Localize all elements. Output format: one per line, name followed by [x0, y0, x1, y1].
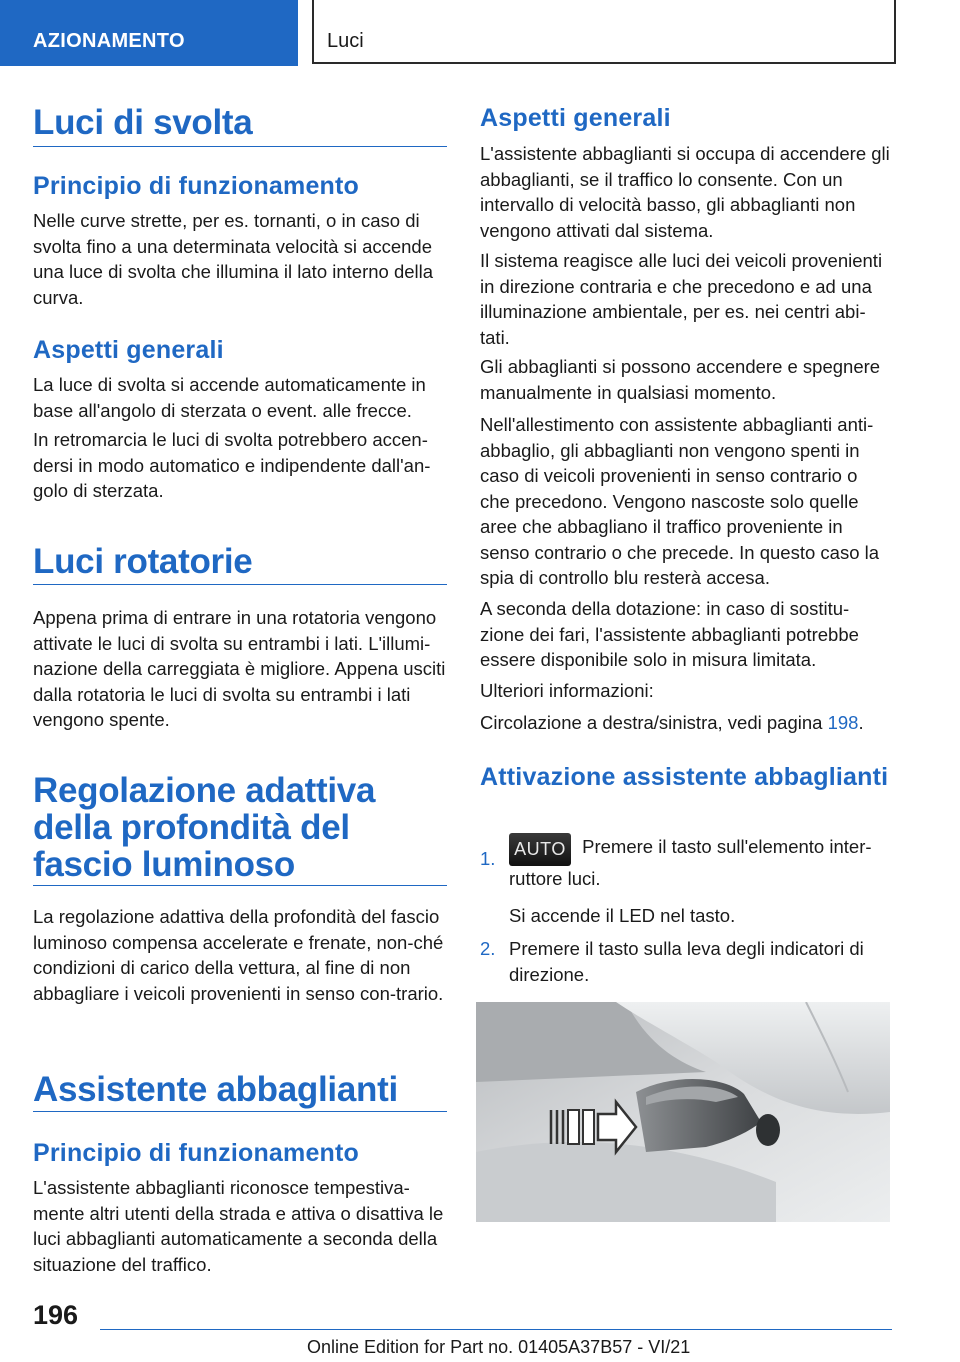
step-2-text: Premere il tasto sulla leva degli indicatori di direzione.: [509, 938, 864, 985]
lever-image: [476, 1002, 890, 1222]
step-1-text: Premere il tasto sull'elemento inter‐ruttore luci.: [509, 836, 872, 889]
paragraph-regolazione: La regolazione adattiva della profondità del fascio luminoso compensa accelerate e frenate, non‐ché condizioni di carico della vettura, al fine di non abbagliare i veicoli provenienti in senso con‐trario.: [33, 906, 444, 1004]
auto-button-icon: AUTO: [509, 833, 571, 866]
heading-rule: [33, 584, 447, 585]
paragraph-aspetti-1a: La luce di svolta si accende automaticamente in base all'angolo di sterzata o event. alle frecce.: [33, 374, 426, 421]
paragraph-aspetti-1b: In retromarcia le luci di svolta potrebbero accen‐dersi in modo automatico e indipendente dall'an‐golo di sterzata.: [33, 429, 431, 501]
footer-edition: Online Edition for Part no. 01405A37B57 - VI/21: [307, 1337, 691, 1357]
page-link-198[interactable]: 198: [827, 712, 859, 733]
paragraph-r2: Il sistema reagisce alle luci dei veicoli provenienti in direzione contraria e che precedono e ad una illuminazione ambientale, per es. nei centri abi‐tati.: [480, 250, 883, 348]
step-1: [509, 833, 892, 892]
paragraph-r3: Gli abbaglianti si possono accendere e spegnere manualmente in qualsiasi momento.: [480, 356, 881, 403]
step-number-2: 2.: [480, 938, 496, 959]
paragraph-r6: Ulteriori informazioni:: [480, 680, 654, 701]
heading-assistente-abbaglianti: Assistente abbaglianti: [33, 1070, 398, 1109]
paragraph-r1: L'assistente abbaglianti si occupa di accendere gli abbaglianti, se il traffico lo consente. Con un intervallo di velocità basso, gli abbaglianti non vengono attivati dal sistema.: [480, 143, 890, 241]
section-tab: AZIONAMENTO: [0, 0, 298, 66]
step-1-result: Si accende il LED nel tasto.: [509, 905, 736, 926]
page-number: 196: [33, 1300, 79, 1330]
heading-luci-rotatorie: Luci rotatorie: [33, 542, 253, 581]
heading-aspetti-1: Aspetti generali: [33, 336, 224, 364]
paragraph-principio-1: Nelle curve strette, per es. tornanti, o in caso di svolta fino a una determinata velocità si accende una luce di svolta che illumina il lato interno della curva.: [33, 210, 434, 308]
footer-rule: [100, 1329, 892, 1330]
heading-aspetti-2: Aspetti generali: [480, 104, 671, 132]
paragraph-principio-2: L'assistente abbaglianti riconosce tempestiva‐mente altri utenti della strada e attiva o disattiva le luci abbaglianti automaticamente a seconda della situazione del traffico.: [33, 1177, 444, 1275]
heading-rule: [33, 1111, 447, 1112]
heading-regolazione: Regolazione adattiva della profondità del fascio luminoso: [33, 771, 376, 884]
paragraph-r5: A seconda della dotazione: in caso di sostitu‐zione dei fari, l'assistente abbaglianti potrebbe essere disponibile solo in misura limitata.: [480, 598, 859, 670]
heading-principio-1: Principio di funzionamento: [33, 172, 360, 200]
heading-luci-di-svolta: Luci di svolta: [33, 103, 253, 142]
paragraph-r7: [480, 710, 892, 736]
chapter-title: Luci: [312, 0, 896, 64]
heading-rule: [33, 885, 447, 886]
crossref-end: .: [858, 712, 864, 733]
turn-signal-lever-illustration: [476, 1002, 890, 1222]
heading-rule: [33, 146, 447, 147]
heading-attivazione: Attivazione assistente abbaglianti: [480, 763, 889, 791]
heading-principio-2: Principio di funzionamento: [33, 1139, 360, 1167]
step-number-1: 1.: [480, 848, 496, 869]
paragraph-rotatorie: Appena prima di entrare in una rotatoria vengono attivate le luci di svolta su entrambi i lati. L'illumi‐nazione della carreggiata è migliore. Appena usciti dalla rotatoria le luci di svolta su entrambi i lati vengono spente.: [33, 607, 446, 730]
paragraph-r4: Nell'allestimento con assistente abbaglianti anti‐abbaglio, gli abbaglianti non vengono spenti in caso di veicoli provenienti in senso contrario o che precedono. Vengono nascoste solo quelle aree che abbagliano il traffico proveniente in senso contrario o che precede. In questo caso la spia di controllo blu resterà accesa.: [480, 414, 880, 588]
crossref-text: Circolazione a destra/sinistra, vedi pagina: [480, 712, 828, 733]
